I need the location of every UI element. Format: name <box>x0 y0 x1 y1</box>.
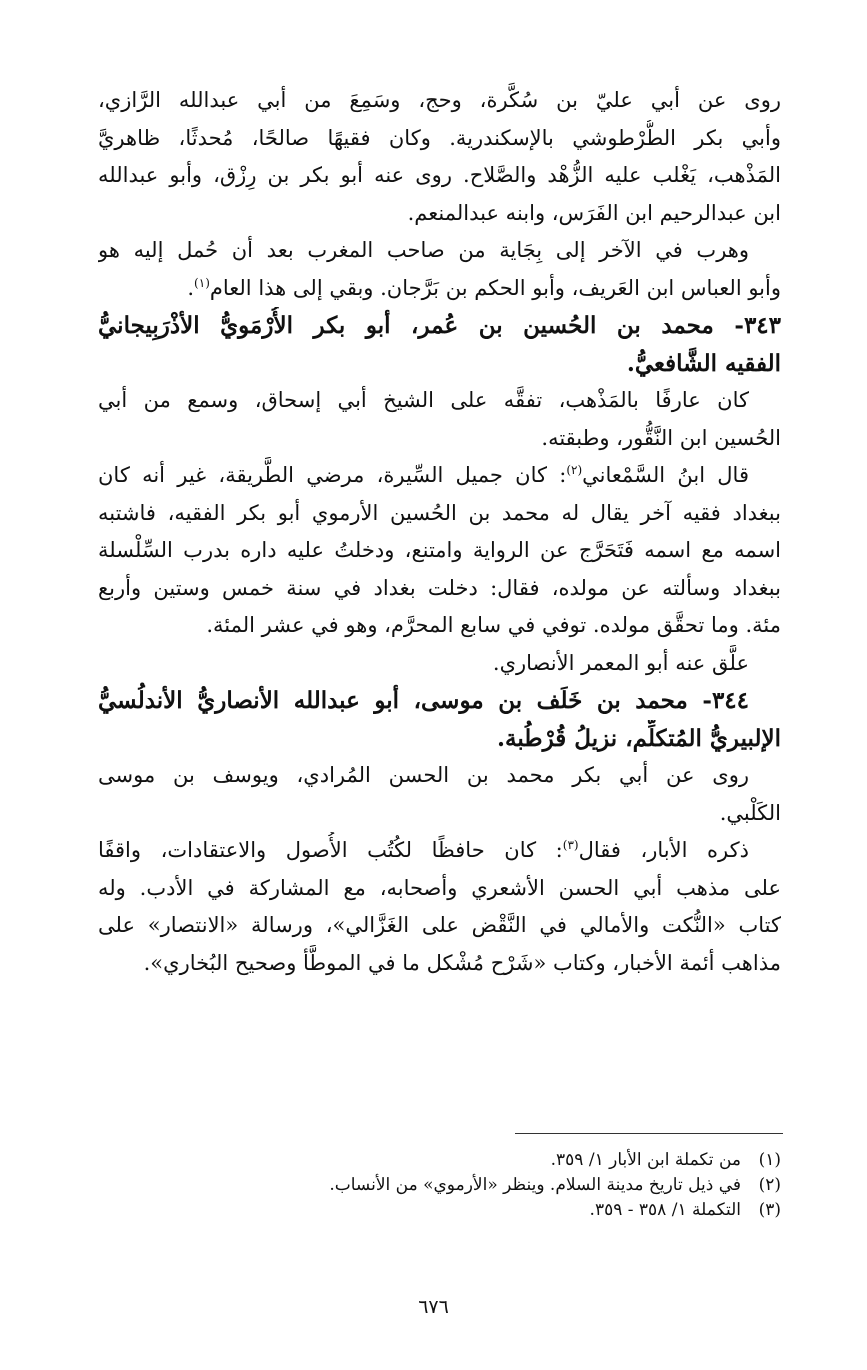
text-run: وأبو العباس ابن العَريف، وأبو الحكم بن بَرَّجان. وبقي إلى هذا العام <box>209 275 781 300</box>
text-line: الحُسين ابن النَّقُّور، وطبقته. <box>541 425 781 450</box>
text-line: على مذهب أبي الحسن الأشعري وأصحابه، مع المشاركة في الأدب. وله <box>98 875 781 900</box>
text-line: اسمه مع اسمه فَتَحَرَّج عن الرواية وامتنع، ودخلتُ عليه داره بدرب السِّلْسلة <box>98 538 781 562</box>
text-line <box>98 832 781 870</box>
footnote-divider <box>515 1133 783 1134</box>
text-line <box>98 457 781 495</box>
text-run: ذكره الأبار، فقال <box>578 838 749 862</box>
text-line: الكَلْبي. <box>719 800 781 825</box>
heading-line: الإلبيريُّ المُتكلِّم، نزيلُ قُرْطُبة. <box>497 724 781 752</box>
heading-line: ٣٤٣- محمد بن الحُسين بن عُمر، أبو بكر الأُرْمَويُّ الأذْرَبِيجانيُّ <box>98 312 781 339</box>
main-text <box>98 82 781 982</box>
text-run: : كان جميل السِّيرة، مرضي الطَّريقة، غير أنه كان <box>98 463 567 487</box>
footnotes <box>98 1148 781 1223</box>
paragraph-samani-quote <box>98 457 781 645</box>
page-number: ٦٧٦ <box>418 1296 449 1318</box>
text-run: . <box>187 275 195 300</box>
text-line: مذاهب أئمة الأخبار، وكتاب «شَرْح مُشْكل ما في الموطَّأ وصحيح البُخاري». <box>143 950 781 975</box>
text-line: مئة. وما تحقَّق مولده. توفي في سابع المحرَّم، وهو في عشر المئة. <box>206 613 781 637</box>
footnote <box>98 1148 781 1173</box>
footnote <box>98 1198 781 1223</box>
text-line: روى عن أبي بكر محمد بن الحسن المُرادي، ويوسف بن موسى <box>98 763 749 787</box>
text-run: : كان حافظًا لكُتُب الأُصول والاعتقادات، واقفًا <box>98 838 563 862</box>
text-line <box>98 270 781 308</box>
paragraph-entry-344 <box>98 757 781 832</box>
footnote-text: في ذيل تاريخ مدينة السلام. وينظر «الأرموي» من الأنساب. <box>329 1175 741 1195</box>
entry-heading-343 <box>98 307 781 382</box>
footnote-text: من تكملة ابن الأبار ١/ ٣٥٩. <box>550 1150 741 1170</box>
paragraph-entry-343 <box>98 382 781 457</box>
text-line: وأبي بكر الطُّرْطوشي بالإسكندرية. وكان فقيهًا صالحًا، مُحدثًا، ظاهريَّ <box>98 125 781 150</box>
footnote-ref: (٢) <box>566 463 583 477</box>
text-line: روى عن أبي عليّ بن سُكَّرة، وحج، وسَمِعَ من أبي عبدالله الرَّازي، <box>98 88 781 112</box>
text-line: كان عارفًا بالمَذْهب، تفقَّه على الشيخ أبي إسحاق، وسمع من أبي <box>98 388 749 412</box>
heading-line: الفقيه الشَّافعيُّ. <box>626 349 781 377</box>
footnote-ref: (٣) <box>562 838 579 852</box>
text-line: وهرب في الآخر إلى بِجَاية من صاحب المغرب بعد أن حُمل إليه هو <box>98 238 749 262</box>
text-line: علَّق عنه أبو المعمر الأنصاري. <box>492 650 749 675</box>
footnote <box>98 1173 781 1198</box>
text-line: كتاب «النُّكت والأمالي في النَّقْض على الغَزَّالي»، ورسالة «الانتصار» على <box>98 913 781 937</box>
entry-heading-344 <box>98 682 781 757</box>
footnote-ref: (١) <box>194 275 210 290</box>
footnote-number: (١) <box>758 1150 781 1170</box>
paragraph-abbar-quote <box>98 832 781 982</box>
text-line: المَذْهب، يَغْلب عليه الزُّهْد والصَّلاح. روى عنه أبو بكر بن رِزْق، وأبو عبدالله <box>98 163 781 187</box>
heading-line: ٣٤٤- محمد بن خَلَف بن موسى، أبو عبدالله الأنصاريُّ الأندلُسيُّ <box>98 687 749 714</box>
text-line: ببغداد وسألته عن مولده، فقال: دخلت بغداد في سنة خمس وستين وأربع <box>98 575 781 600</box>
paragraph-flight <box>98 232 781 307</box>
footnote-text: التكملة ١/ ٣٥٨ - ٣٥٩. <box>589 1200 741 1220</box>
text-run: قال ابنُ السَّمْعاني <box>582 463 749 487</box>
footnote-number: (٢) <box>758 1175 781 1195</box>
text-line: ابن عبدالرحيم ابن الفَرَس، وابنه عبدالمنعم. <box>407 200 781 225</box>
text-line: ببغداد فقيه آخر يقال له محمد بن الحُسين الأرموي أبو بكر الفقيه، فاشتبه <box>98 500 781 525</box>
paragraph-biography-continued <box>98 82 781 232</box>
footnote-number: (٣) <box>758 1200 781 1220</box>
paragraph-narrator <box>98 645 781 683</box>
